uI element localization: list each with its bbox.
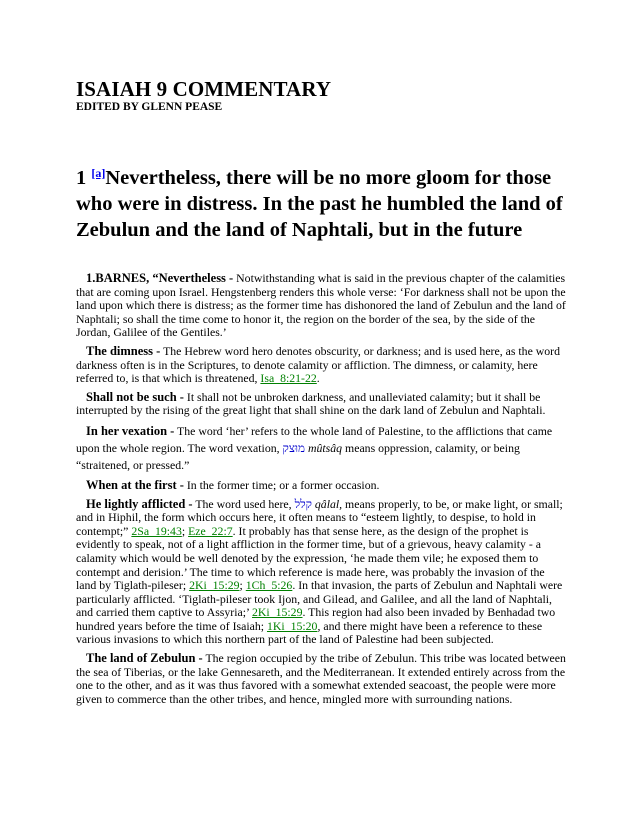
paragraph-text: In the former time; or a former occasion. — [183, 477, 380, 492]
paragraph-text: ; — [181, 523, 189, 538]
paragraph-text: It shall not be unbroken darkness, and unalleviated calamity; but it shall be interrupted by the rising of the great light that shall shine on the dark land of Zebulun and Naphtali. — [76, 389, 546, 418]
paragraph-not-such — [76, 391, 566, 418]
paragraph-lead: In her vexation - — [86, 423, 175, 438]
scripture-link[interactable]: 1Ki_15:20 — [266, 618, 318, 633]
paragraph-zebulun — [76, 652, 566, 706]
paragraph-text: ; — [239, 578, 246, 593]
paragraph-text: Notwithstanding what is said in the previous chapter of the calamities that are coming upon Israel. Hengstenberg renders this whole verse: ‘For darkness shall not be upon the land upon which there is distress; as the former time has dishonored the land of Zebulun and the land of Naphtali; so shall the time come to honor it, the region on the border of the sea, by the side of the Jordan, Galilee of the Gentiles.’ — [76, 271, 566, 340]
paragraph-text: The Hebrew word hero denotes obscurity, or darkness; and is used here, as the word darkness often is in the Scriptures, to denote calamity or affliction. The dimness, or calamity, here referred to, is that which is threatened, — [76, 343, 560, 386]
commentary-body — [76, 272, 566, 711]
paragraph-text: The region occupied by the tribe of Zebulun. This tribe was located between the sea of Tiberias, or the lake Gennesareth, and the Mediterranean. It extended entirely across from the one to the other, and as it was thus favored with a somewhat extended seacoast, the people were more given to commerce than the other tribes, and hence, mingled more with surrounding nations. — [76, 651, 566, 706]
scripture-link[interactable]: Isa_8:21-22 — [260, 371, 317, 386]
verse-text: Nevertheless, there will be no more gloom for those who were in distress. In the past he humbled the land of Zebulun and the land of Naphtali, but in the future — [76, 167, 563, 241]
transliteration: qâlal, — [314, 496, 343, 511]
hebrew-word: קלל — [294, 496, 312, 511]
paragraph-dimness — [76, 345, 566, 386]
scripture-link[interactable]: 2Ki_15:29 — [252, 605, 303, 620]
paragraph-lead: The land of Zebulun - — [86, 651, 203, 666]
paragraph-at-first — [76, 479, 566, 493]
paragraph-text: , and there might have been a reference to these various invasions to which this northern part of the land of Palestine had been subjected. — [76, 618, 543, 647]
footnote-link[interactable]: [a] — [91, 166, 106, 180]
paragraph-text: . — [316, 371, 320, 386]
scripture-link[interactable]: 1Ch_5:26 — [245, 578, 293, 593]
paragraph-text: The word ‘her’ refers to the whole land of Palestine, to the afflictions that came upon the whole region. The word vexation, — [76, 423, 553, 455]
scripture-link[interactable]: 2Sa_19:43 — [131, 523, 182, 538]
paragraph-text: The word used here, — [192, 496, 295, 511]
paragraph-vexation — [76, 423, 566, 474]
paragraph-lead: He lightly afflicted - — [86, 496, 193, 511]
paragraph-text: . This region had also been invaded by Benhadad two hundred years before the time of Isaiah; — [76, 605, 556, 633]
paragraph-nevertheless — [76, 272, 566, 340]
editor-credit: EDITED BY GLENN PEASE — [76, 101, 223, 113]
scripture-link[interactable]: 2Ki_15:29 — [189, 578, 240, 593]
paragraph-lead: When at the first - — [86, 477, 184, 492]
paragraph-lead: Shall not be such - — [86, 389, 184, 404]
paragraph-lead: The dimness - — [86, 343, 161, 358]
verse-number: 1 — [76, 167, 87, 189]
paragraph-text: . In that invasion, the parts of Zebulun and Naphtali were particularly afflicted. ‘Tiglath-pileser took Ijon, and Gilead, and Galilee, and all the land of Naphtali, and carried them captive to Assyria;’ — [76, 578, 563, 620]
paragraph-text: means oppression, calamity, or being “straitened, or pressed.” — [76, 440, 520, 472]
paragraph-text: . It probably has that sense here, as the design of the prophet is evidently to speak, not of a light affliction in the former time, but of a grievous, heavy calamity - a calamity which would be well denoted by the expression, ‘he made them vile; he exposed them to contempt and derision.’ The time to which reference is made here, was probably the invasion of the land by Tiglath-pileser; — [76, 523, 545, 593]
page-title: ISAIAH 9 COMMENTARY — [76, 77, 332, 101]
verse-heading — [76, 160, 576, 243]
hebrew-word: מוּצק — [282, 440, 306, 455]
scripture-link[interactable]: Eze_22:7 — [188, 523, 233, 538]
paragraph-lead: 1.BARNES, “Nevertheless - — [86, 271, 234, 285]
transliteration: mûtsâq — [307, 440, 343, 455]
paragraph-lightly-afflicted — [76, 498, 566, 648]
paragraph-text: means properly, to be, or make light, or small; and in Hiphil, the form which occurs here, it often means to “esteem lightly, to despise, to hold in contempt;” — [76, 496, 563, 538]
